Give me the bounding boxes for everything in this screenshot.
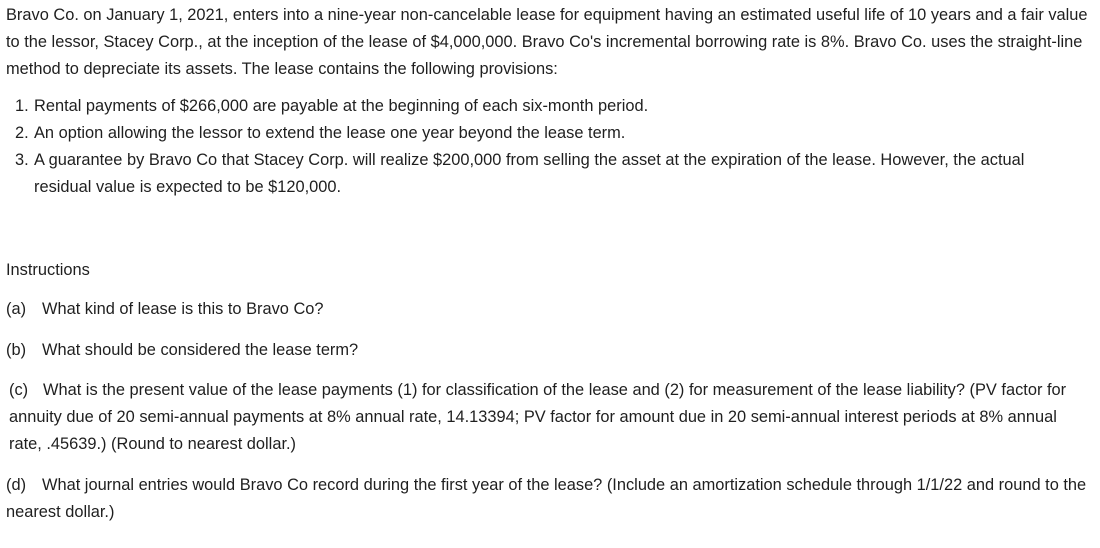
provision-item bbox=[15, 147, 1085, 201]
provision-number: 2. bbox=[15, 124, 29, 142]
provisions-list bbox=[15, 93, 1085, 201]
provision-item bbox=[15, 120, 1085, 147]
question-d bbox=[6, 472, 1092, 526]
provision-number: 3. bbox=[15, 151, 29, 169]
question-letter: (d) bbox=[6, 476, 27, 494]
question-text: What journal entries would Bravo Co record during the first year of the lease? (Include an amortization schedule through 1/1/22 and round to the nearest dollar.) bbox=[6, 476, 1087, 521]
question-text: What should be considered the lease term? bbox=[42, 341, 359, 359]
provision-text: An option allowing the lessor to extend the lease one year beyond the lease term. bbox=[34, 124, 626, 142]
question-letter: (b) bbox=[6, 341, 27, 359]
provision-text: Rental payments of $266,000 are payable at the beginning of each six-month period. bbox=[34, 97, 649, 115]
provision-text: A guarantee by Bravo Co that Stacey Corp. will realize $200,000 from selling the asset at the expiration of the lease. However, the actual residual value is expected to be $120,000. bbox=[34, 151, 1025, 196]
question-c bbox=[9, 377, 1092, 458]
question-letter: (c) bbox=[9, 381, 29, 399]
question-a bbox=[6, 296, 1092, 323]
question-text: What kind of lease is this to Bravo Co? bbox=[42, 300, 324, 318]
provision-number: 1. bbox=[15, 97, 29, 115]
intro-paragraph: Bravo Co. on January 1, 2021, enters into a nine-year non-cancelable lease for equipment having an estimated useful life of 10 years and a fair value to the lessor, Stacey Corp., at the inception of the lease of $4,000,000. Bravo Co's incremental borrowing rate is 8%. Bravo Co. uses the straight-line method to depreciate its assets. The lease contains the following provisions: bbox=[6, 6, 1088, 78]
question-b bbox=[6, 337, 1092, 364]
question-text: What is the present value of the lease payments (1) for classification of the lease and (2) for measurement of the lease liability? (PV factor for annuity due of 20 semi-annual payments at 8% annual rate, 14.13394; PV factor for amount due in 20 semi-annual interest periods at 8% annual rate, .45639.) (Round to nearest dollar.) bbox=[9, 381, 1067, 453]
instructions-heading: Instructions bbox=[6, 261, 90, 279]
provision-item bbox=[15, 93, 1085, 120]
question-letter: (a) bbox=[6, 300, 27, 318]
